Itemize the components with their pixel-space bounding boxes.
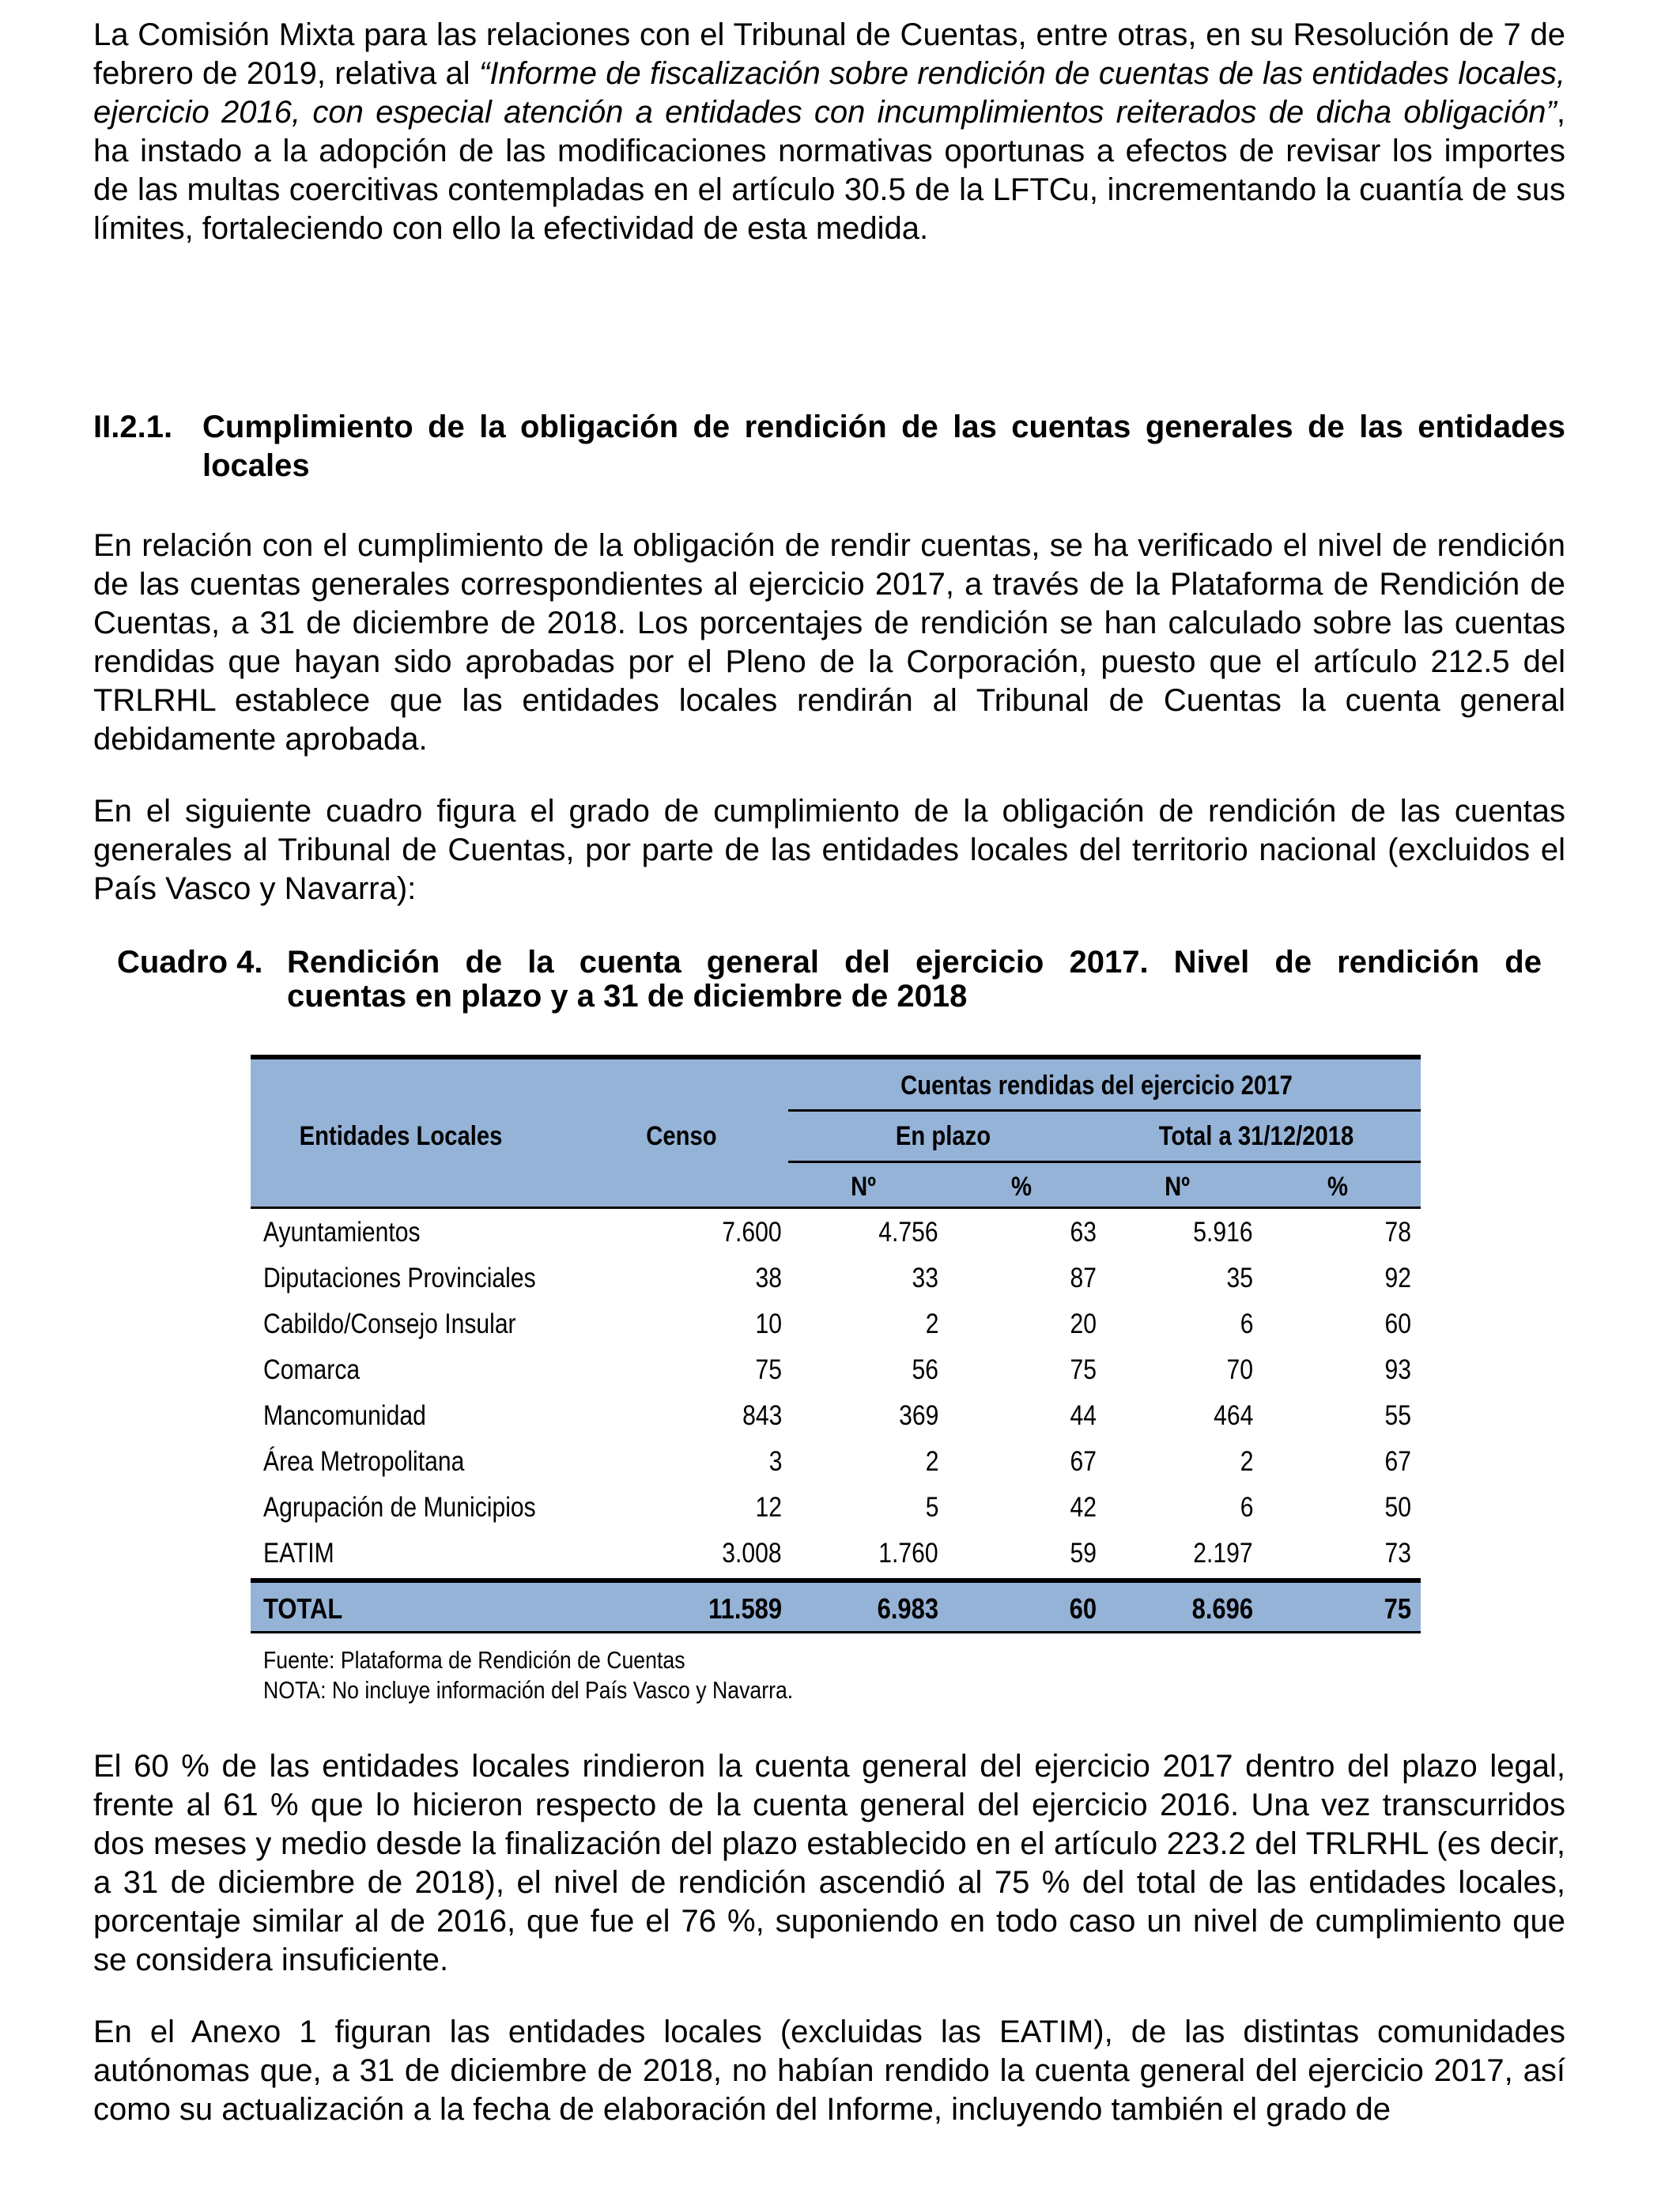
row-n-total: 2.197 [1193, 1538, 1253, 1569]
total-pct-total: 75 [1384, 1592, 1411, 1625]
row-n-total: 2 [1240, 1446, 1253, 1477]
row-pct-total: 73 [1384, 1538, 1411, 1569]
table-row [251, 1348, 1421, 1394]
row-censo: 7.600 [722, 1217, 782, 1248]
row-name: Ayuntamientos [263, 1217, 421, 1248]
row-pct-plazo: 67 [1070, 1446, 1097, 1477]
row-pct-total: 92 [1384, 1263, 1411, 1293]
row-censo: 3.008 [722, 1538, 782, 1569]
section-number: II.2.1. [93, 410, 173, 444]
total-n-total: 8.696 [1191, 1592, 1253, 1625]
total-pct-plazo: 60 [1069, 1592, 1097, 1625]
total-name: TOTAL [263, 1592, 343, 1625]
row-pct-total: 50 [1384, 1492, 1411, 1523]
table-row [251, 1256, 1421, 1302]
header-rule [788, 1109, 1421, 1112]
row-censo: 38 [755, 1263, 782, 1293]
table-note: NOTA: No incluye información del País Vasco y Navarra. [263, 1676, 794, 1704]
section-title: Cumplimiento de la obligación de rendición de las cuentas generales de las entidades locales [202, 410, 1565, 483]
row-n-total: 6 [1240, 1308, 1253, 1339]
header-group: Cuentas rendidas del ejercicio 2017 [900, 1071, 1293, 1101]
table-row [251, 1440, 1421, 1486]
row-censo: 10 [755, 1308, 782, 1339]
row-censo: 75 [755, 1354, 782, 1385]
caption-line-2: cuentas en plazo y a 31 de diciembre de 2018 [287, 979, 968, 1014]
row-censo: 3 [768, 1446, 782, 1477]
table-source: Fuente: Plataforma de Rendición de Cuentas [263, 1646, 685, 1674]
total-n-plazo: 6.983 [877, 1592, 938, 1625]
row-n-plazo: 4.756 [878, 1217, 938, 1248]
table-header [251, 1055, 1421, 1209]
row-n-plazo: 2 [925, 1446, 938, 1477]
row-name: Mancomunidad [263, 1400, 426, 1431]
row-name: Cabildo/Consejo Insular [263, 1308, 516, 1339]
row-pct-plazo: 87 [1070, 1263, 1097, 1293]
row-n-total: 464 [1213, 1400, 1253, 1431]
header-censo: Censo [646, 1121, 717, 1151]
caption-label: Cuadro 4. [117, 945, 263, 980]
row-pct-plazo: 75 [1070, 1354, 1097, 1385]
row-censo: 843 [742, 1400, 782, 1431]
row-pct-total: 55 [1384, 1400, 1411, 1431]
row-n-plazo: 1.760 [878, 1538, 938, 1569]
table-row [251, 1531, 1421, 1577]
row-name: Área Metropolitana [263, 1446, 465, 1477]
row-name: Diputaciones Provinciales [263, 1263, 536, 1293]
caption-line-1: Rendición de la cuenta general del ejercicio 2017. Nivel de rendición de [287, 945, 1542, 980]
paragraph-resultados: El 60 % de las entidades locales rindieron la cuenta general del ejercicio 2017 dentro del plazo legal, frente al 61 % que lo hicieron respecto de la cuenta general del ejercicio 2016. Una vez transcurridos dos meses y medio desde la finalización del plazo establecido en el artículo 223.2 del TRLRHL (es decir, a 31 de diciembre de 2018), el nivel de rendición ascendió al 75 % del total de las entidades locales, porcentaje similar al de 2016, que fue el 76 %, suponiendo en todo caso un nivel de cumplimiento que se considera insuficiente. [93, 1749, 1565, 1977]
row-n-total: 6 [1240, 1492, 1253, 1523]
row-censo: 12 [755, 1492, 782, 1523]
header-rule [788, 1161, 1421, 1163]
paragraph-comision-mixta [93, 16, 1565, 248]
row-pct-plazo: 20 [1070, 1308, 1097, 1339]
row-pct-total: 60 [1384, 1308, 1411, 1339]
row-n-plazo: 2 [925, 1308, 938, 1339]
header-entidades: Entidades Locales [299, 1121, 503, 1151]
row-pct-plazo: 44 [1070, 1400, 1097, 1431]
header-total-fecha: Total a 31/12/2018 [1158, 1121, 1354, 1151]
row-pct-total: 78 [1384, 1217, 1411, 1248]
header-n-plazo: Nº [851, 1172, 876, 1202]
paragraph-rendicion: En relación con el cumplimiento de la obligación de rendir cuentas, se ha verificado el nivel de rendición de las cuentas generales correspondientes al ejercicio 2017, a través de la Plataforma de Rendición de Cuentas, a 31 de diciembre de 2018. Los porcentajes de rendición se han calculado sobre las cuentas rendidas que hayan sido aprobadas por el Pleno de la Corporación, puesto que el artículo 212.5 del TRLRHL establece que las entidades locales rendirán al Tribunal de Cuentas la cuenta general debidamente aprobada. [93, 528, 1565, 757]
table-row [251, 1394, 1421, 1440]
table-row [251, 1210, 1421, 1256]
row-pct-plazo: 42 [1070, 1492, 1097, 1523]
row-n-total: 5.916 [1193, 1217, 1253, 1248]
table-row [251, 1302, 1421, 1348]
row-n-plazo: 56 [912, 1354, 938, 1385]
paragraph-text: La Comisión Mixta para las relaciones con el Tribunal de Cuentas, entre otras, en su Resolución de 7 de febrero de 2019, relativa al [93, 17, 1565, 91]
paragraph-anexo: En el Anexo 1 figuran las entidades locales (excluidas las EATIM), de las distintas comunidades autónomas que, a 31 de diciembre de 2018, no habían rendido la cuenta general del ejercicio 2017, así como su actualización a la fecha de elaboración del Informe, incluyendo también el grado de [93, 2015, 1565, 2127]
header-pct-total: % [1327, 1172, 1348, 1202]
total-censo: 11.589 [708, 1592, 782, 1625]
row-pct-plazo: 59 [1070, 1538, 1097, 1569]
row-pct-total: 93 [1384, 1354, 1411, 1385]
report-title-italic: “Informe de fiscalización sobre rendición de cuentas de las entidades locales, ejercicio 2016, con especial atención a entidades con incumplimientos reiterados de dicha obligación” [93, 56, 1565, 130]
header-en-plazo: En plazo [895, 1121, 991, 1151]
row-n-total: 35 [1226, 1263, 1253, 1293]
table-total-row [251, 1578, 1421, 1633]
row-name: EATIM [263, 1538, 334, 1569]
row-name: Agrupación de Municipios [263, 1492, 536, 1523]
table-row [251, 1486, 1421, 1531]
row-n-plazo: 369 [898, 1400, 938, 1431]
header-n-total: Nº [1165, 1172, 1190, 1202]
paragraph-text: , ha instado a la adopción de las modificaciones normativas oportunas a efectos de revisar los importes de las multas coercitivas contempladas en el artículo 30.5 de la LFTCu, incrementando la cuantía de sus límites, fortaleciendo con ello la efectividad de esta medida. [93, 95, 1565, 246]
header-pct-plazo: % [1010, 1172, 1032, 1202]
row-n-plazo: 33 [912, 1263, 938, 1293]
paragraph-cuadro-intro: En el siguiente cuadro figura el grado de cumplimiento de la obligación de rendición de las cuentas generales al Tribunal de Cuentas, por parte de las entidades locales del territorio nacional (excluidos el País Vasco y Navarra): [93, 794, 1565, 906]
row-pct-total: 67 [1384, 1446, 1411, 1477]
row-pct-plazo: 63 [1070, 1217, 1097, 1248]
row-n-plazo: 5 [925, 1492, 938, 1523]
row-name: Comarca [263, 1354, 361, 1385]
row-n-total: 70 [1226, 1354, 1253, 1385]
